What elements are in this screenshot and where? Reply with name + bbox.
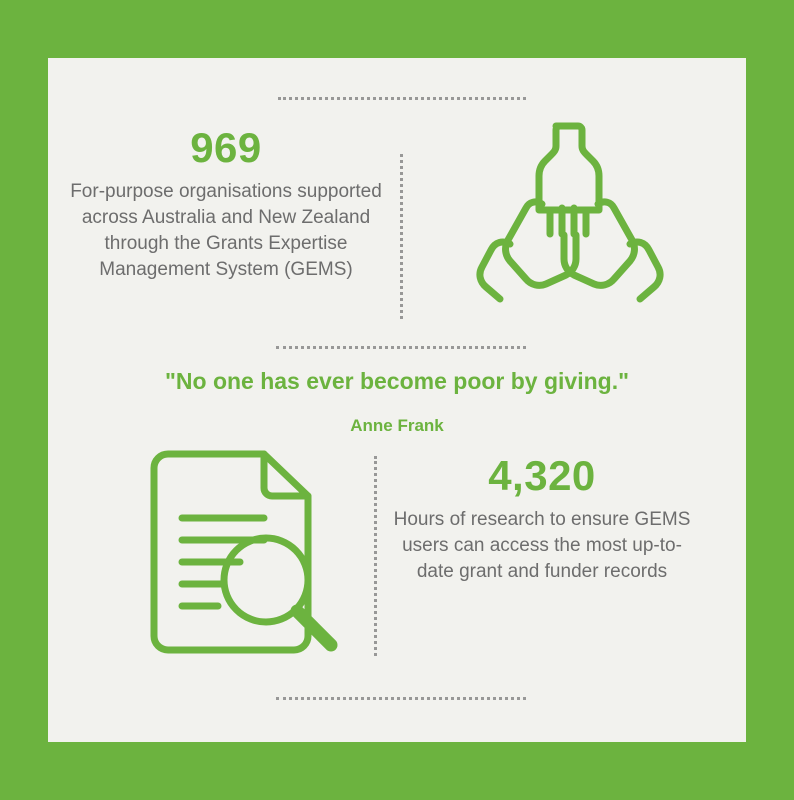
stat-block-research-hours (392, 454, 692, 585)
divider-top (278, 97, 526, 100)
stat-caption-research-hours: Hours of research to ensure GEMS users can access the most up-to-date grant and funder records (393, 509, 691, 583)
divider-middle (276, 346, 526, 349)
divider-bottom (276, 697, 526, 700)
stat-caption-organisations: For-purpose organisations supported across Australia and New Zealand through the Grants Expertise Management System (GEMS) (70, 181, 382, 281)
quote-block (147, 366, 647, 436)
cupped-hands-icon (458, 108, 670, 320)
document-magnifier-icon (140, 440, 372, 668)
infographic-card (48, 58, 746, 742)
quote-author: Anne Frank (350, 415, 444, 435)
divider-vertical-stat-two (374, 456, 377, 656)
stat-number-organisations: 969 (190, 124, 262, 171)
quote-text: "No one has ever become poor by giving." (164, 368, 630, 394)
stat-number-research-hours: 4,320 (488, 452, 596, 499)
stat-block-organisations (60, 126, 392, 283)
divider-vertical-stat-one (400, 154, 403, 319)
